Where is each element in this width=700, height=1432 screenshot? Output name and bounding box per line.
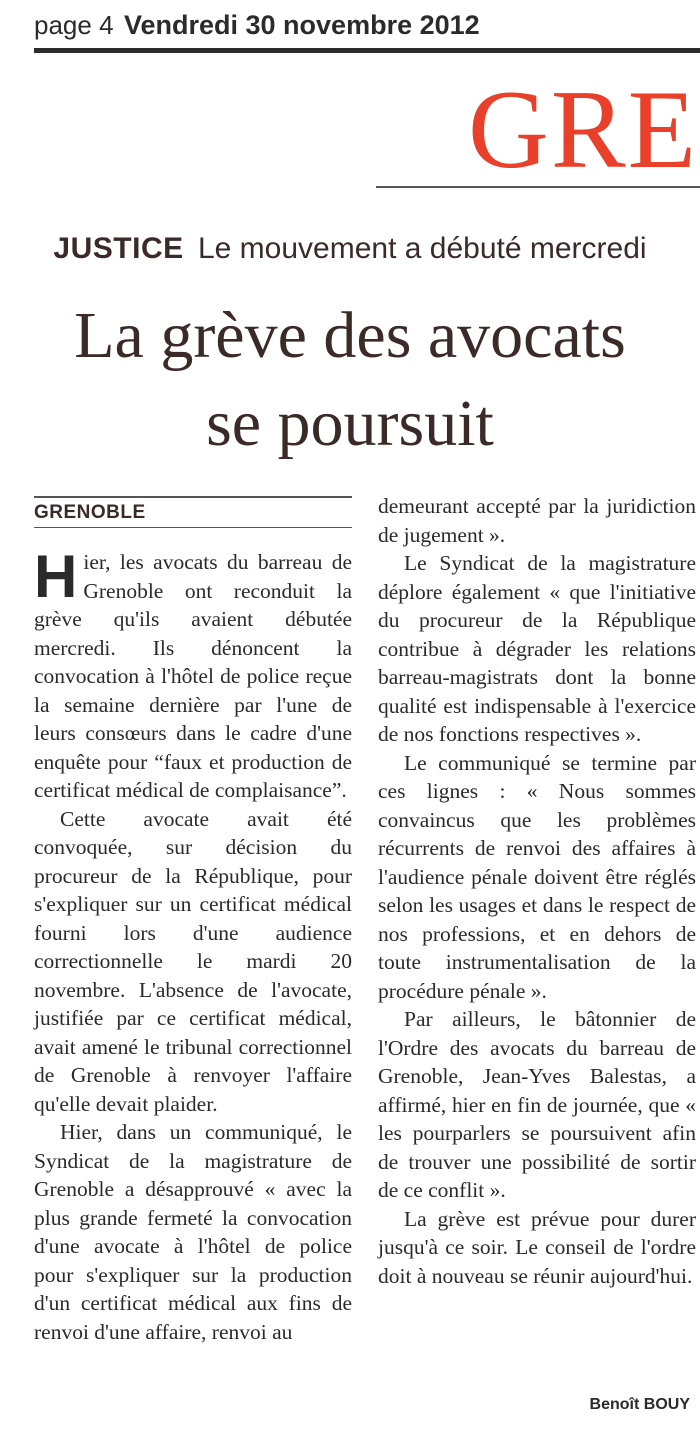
kicker-tag: JUSTICE: [53, 232, 184, 265]
byline: Benoît BOUY: [589, 1396, 690, 1413]
header-row: [34, 10, 480, 41]
paragraph-7: La grève est prévue pour durer jusqu'à ce soir. Le conseil de l'ordre doit à nouveau se réunir aujourd'hui.: [378, 1206, 696, 1288]
paragraph-3-continued: demeurant accepté par la juridiction de jugement ».: [378, 494, 696, 547]
paragraph-3: Hier, dans un communiqué, le Syndicat de la magistrature de Grenoble a désapprouvé « avec la plus grande fermeté la convocation d'une avocate à l'hôtel de police pour s'expliquer sur la production d'un certificat médical aux fins de renvoi d'une affaire, renvoi au: [34, 1120, 352, 1344]
kicker: [0, 232, 700, 266]
paragraph-1: [34, 543, 352, 805]
article-column-right: [378, 492, 696, 1290]
drop-cap: H: [34, 543, 78, 610]
headline-line-2: se poursuit: [206, 387, 494, 460]
paragraph-6: Par ailleurs, le bâtonnier de l'Ordre des avocats du barreau de Grenoble, Jean-Yves Balestas, a affirmé, hier en fin de journée, que « les pourparlers se poursuivent afin de trouver une possibilité de sortir de ce conflit ».: [378, 1007, 696, 1202]
page-number: page 4: [34, 10, 114, 40]
paragraph-1-text: ier, les avocats du barreau de Grenoble ont reconduit la grève qu'ils avaient débutée mercredi. Ils dénoncent la convocation à l'hôtel de police reçue la semaine dernière par l'une de leurs consœurs dans le cadre d'une enquête pour “faux et production de certificat médical de complaisance”.: [34, 550, 352, 802]
paragraph-4: Le Syndicat de la magistrature déplore également « que l'initiative du procureur de la République contribue à dégrader les relations barreau-magistrats dont la bonne qualité est indispensable à l'exercice de nos fonctions respectives ».: [378, 551, 696, 746]
paragraph-5: Le communiqué se termine par ces lignes : « Nous sommes convaincus que les problèmes récurrents de renvoi des affaires à l'audience pénale doivent être réglés selon les usages et dans le respect de nos professions, et en dehors de toute instrumentalisation de la procédure pénale ».: [378, 750, 696, 1003]
article-column-left: [34, 496, 352, 1346]
publication-date: Vendredi 30 novembre 2012: [123, 10, 480, 40]
page-header: [34, 4, 700, 53]
section-flag-text: GRE: [468, 78, 698, 188]
headline-line-1: La grève des avocats: [74, 299, 626, 372]
kicker-subtitle: Le mouvement a débuté mercredi: [197, 232, 647, 265]
dateline: GRENOBLE: [34, 496, 352, 528]
paragraph-2: Cette avocate avait été convoquée, sur décision du procureur de la République, pour s'expliquer sur un certificat médical fourni lors d'une audience correctionnelle le mardi 20 novembre. L'absence de l'avocate, justifiée par ce certificat médical, avait amené le tribunal correctionnel de Grenoble à renvoyer l'affaire qu'elle devait plaider.: [34, 806, 352, 1116]
headline: [0, 292, 700, 468]
section-flag: [376, 78, 700, 188]
